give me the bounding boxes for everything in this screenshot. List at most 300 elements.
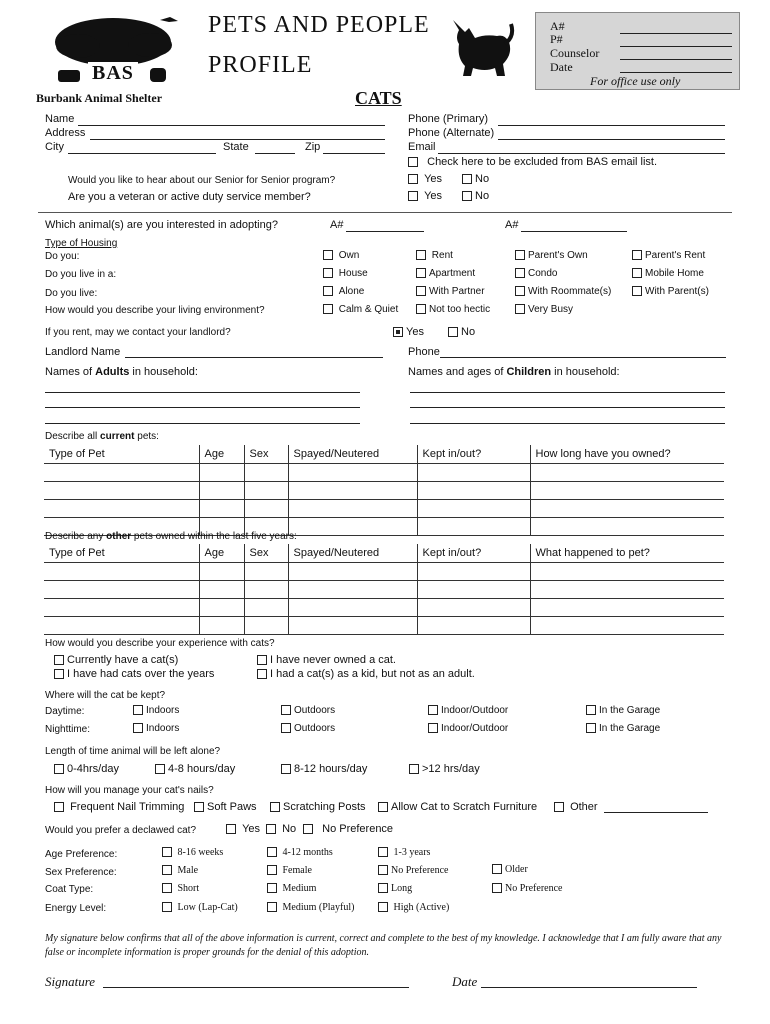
signature-label: Signature: [45, 974, 96, 989]
nails-furniture-label: Allow Cat to Scratch Furniture: [391, 801, 538, 813]
nails-scratching-posts[interactable]: [270, 801, 366, 813]
other-pets-table: [44, 544, 724, 635]
address-label: Address: [45, 127, 86, 139]
housing-alone[interactable]: [323, 286, 364, 297]
children-field-2[interactable]: [410, 407, 725, 408]
signature-statement: My signature below confirms that all of the above information is current, correct and complete to the best of my knowledge. I acknowledge that I am fully aware that any false or incomplete information is proper grounds for the denial of this adoption.: [45, 933, 722, 958]
veteran-no[interactable]: [462, 190, 489, 202]
alone-0-4[interactable]: [54, 763, 119, 775]
page-title-line2: PROFILE: [208, 52, 313, 78]
housing-q-3: How would you describe your living environment?: [45, 305, 265, 316]
table-cell[interactable]: [44, 617, 199, 635]
night-indoors-label: Indoors: [146, 723, 180, 734]
table-cell[interactable]: [417, 599, 530, 617]
night-indoors[interactable]: [133, 723, 179, 734]
housing-alone-label: Alone: [338, 286, 365, 297]
landlord-name-field[interactable]: [125, 357, 383, 358]
night-indoors-checkbox[interactable]: [133, 723, 143, 733]
phone-alternate-field[interactable]: [498, 139, 725, 140]
table-cell[interactable]: [530, 563, 724, 581]
veteran-question: Are you a veteran or active duty service member?: [68, 191, 311, 203]
other-pets-label: [45, 531, 297, 542]
night-outdoors[interactable]: [281, 723, 335, 734]
adoption-question: Which animal(s) are you interested in adopting?: [45, 219, 278, 231]
table-cell[interactable]: [530, 581, 724, 599]
sex-female-label: Female: [282, 865, 312, 876]
veteran-no-checkbox[interactable]: [462, 191, 472, 201]
alone-8-12-label: 8-12 hours/day: [294, 763, 368, 775]
senior-no[interactable]: [462, 173, 489, 185]
env-very-busy[interactable]: [515, 304, 573, 315]
coat-short-label: Short: [177, 883, 200, 894]
landlord-no-checkbox[interactable]: [448, 327, 458, 337]
day-indoor-outdoor[interactable]: [428, 705, 508, 716]
daytime-label: Daytime:: [45, 706, 85, 717]
housing-with-parents[interactable]: [632, 286, 709, 297]
veteran-yes-label: Yes: [424, 190, 443, 202]
office-p-field[interactable]: [620, 46, 732, 47]
address-field[interactable]: [90, 139, 385, 140]
email-label: Email: [408, 141, 436, 153]
senior-yes-checkbox[interactable]: [408, 174, 418, 184]
col-age: Age: [199, 445, 244, 464]
housing-parents-rent[interactable]: [632, 250, 705, 261]
city-field[interactable]: [68, 153, 216, 154]
housing-condo[interactable]: [515, 268, 557, 279]
energy-medium-checkbox[interactable]: [267, 902, 277, 912]
adults-label-post: in household:: [129, 366, 198, 378]
alone-12-plus[interactable]: [409, 763, 480, 775]
col-type-of-pet: Type of Pet: [44, 544, 199, 563]
sex-no-pref-label: No Preference: [391, 865, 449, 876]
subtitle: CATS: [355, 88, 402, 108]
landlord-yes[interactable]: [393, 326, 424, 338]
housing-apartment[interactable]: [416, 268, 475, 279]
housing-title: Type of Housing: [45, 238, 118, 249]
veteran-yes[interactable]: [408, 190, 442, 202]
energy-low-label: Low (Lap-Cat): [177, 902, 238, 913]
office-a-field[interactable]: [620, 33, 732, 34]
table-cell[interactable]: [44, 464, 199, 482]
table-cell[interactable]: [199, 617, 244, 635]
housing-apartment-label: Apartment: [429, 268, 476, 279]
senior-no-checkbox[interactable]: [462, 174, 472, 184]
adoption-a1-field[interactable]: [346, 231, 424, 232]
adoption-a2-field[interactable]: [521, 231, 627, 232]
exp-never-checkbox[interactable]: [257, 655, 267, 665]
table-cell[interactable]: [44, 599, 199, 617]
housing-with-parents-checkbox[interactable]: [632, 286, 642, 296]
exp-as-kid-label: I had a cat(s) as a kid, but not as an adult.: [270, 668, 475, 680]
landlord-name-label: Landlord Name: [45, 346, 121, 358]
declawed-yes-checkbox[interactable]: [226, 824, 236, 834]
senior-question: Would you like to hear about our Senior for Senior program?: [68, 175, 336, 186]
city-label: City: [45, 141, 64, 153]
table-row[interactable]: [44, 482, 724, 500]
env-not-hectic-checkbox[interactable]: [416, 304, 426, 314]
energy-medium[interactable]: [267, 902, 354, 913]
alone-4-8-label: 4-8 hours/day: [168, 763, 236, 775]
col-spayed: Spayed/Neutered: [288, 544, 417, 563]
signature-field[interactable]: [103, 987, 409, 988]
children-label-post: in household:: [551, 366, 620, 378]
table-cell[interactable]: [288, 617, 417, 635]
sex-male-checkbox[interactable]: [162, 865, 172, 875]
table-row[interactable]: [44, 581, 724, 599]
col-sex: Sex: [244, 445, 288, 464]
alone-question: Length of time animal will be left alone?: [45, 746, 221, 757]
veteran-no-label: No: [475, 190, 490, 202]
night-indoor-outdoor-checkbox[interactable]: [428, 723, 438, 733]
current-pets-label-bold: current: [100, 431, 135, 442]
table-cell[interactable]: [288, 500, 417, 518]
current-pets-label-pre: Describe all: [45, 431, 101, 442]
night-indoor-outdoor-label: Indoor/Outdoor: [441, 723, 509, 734]
shelter-name: Burbank Animal Shelter: [36, 91, 163, 105]
table-cell[interactable]: [288, 482, 417, 500]
table-cell[interactable]: [417, 482, 530, 500]
age-older-label: Older: [505, 864, 528, 875]
table-header-row: [44, 544, 724, 563]
coat-medium[interactable]: [267, 883, 316, 894]
table-cell[interactable]: [417, 581, 530, 599]
table-cell[interactable]: [530, 617, 724, 635]
adoption-a1-label: A#: [330, 219, 344, 231]
day-indoors-label: Indoors: [146, 705, 180, 716]
col-kept: Kept in/out?: [417, 445, 530, 464]
day-garage[interactable]: [586, 705, 660, 716]
table-cell[interactable]: [417, 518, 530, 536]
table-row[interactable]: [44, 617, 724, 635]
exp-as-kid-checkbox[interactable]: [257, 669, 267, 679]
col-type-of-pet: Type of Pet: [44, 445, 199, 464]
kept-question: Where will the cat be kept?: [45, 690, 166, 701]
col-spayed: Spayed/Neutered: [288, 445, 417, 464]
table-header-row: [44, 445, 724, 464]
age-8-16[interactable]: [162, 847, 223, 858]
table-cell[interactable]: [530, 482, 724, 500]
coat-no-pref[interactable]: [492, 883, 562, 894]
table-cell[interactable]: [244, 482, 288, 500]
age-1-3-checkbox[interactable]: [378, 847, 388, 857]
exp-currently-checkbox[interactable]: [54, 655, 64, 665]
office-note: For office use only: [590, 74, 681, 88]
alone-12-plus-label: >12 hrs/day: [422, 763, 480, 775]
page-title: PETS AND PEOPLE: [208, 12, 430, 38]
housing-alone-checkbox[interactable]: [323, 286, 333, 296]
landlord-no[interactable]: [448, 326, 475, 338]
children-label-bold: Children: [506, 366, 552, 378]
children-label-pre: Names and ages of: [408, 366, 507, 378]
age-8-16-checkbox[interactable]: [162, 847, 172, 857]
landlord-yes-checkbox[interactable]: [393, 327, 403, 337]
office-counselor-label: Counselor: [550, 46, 600, 60]
housing-mobile-home[interactable]: [632, 268, 704, 279]
exp-never[interactable]: [257, 654, 396, 666]
sex-no-pref[interactable]: [378, 865, 448, 876]
nails-trimming-checkbox[interactable]: [54, 802, 64, 812]
day-indoors[interactable]: [133, 705, 179, 716]
day-indoor-outdoor-label: Indoor/Outdoor: [441, 705, 509, 716]
coat-short[interactable]: [162, 883, 199, 894]
age-older-checkbox[interactable]: [492, 864, 502, 874]
table-cell[interactable]: [199, 500, 244, 518]
alone-0-4-label: 0-4hrs/day: [67, 763, 119, 775]
coat-long-label: Long: [391, 883, 413, 894]
age-4-12-checkbox[interactable]: [267, 847, 277, 857]
table-cell[interactable]: [288, 581, 417, 599]
housing-parents-own[interactable]: [515, 250, 588, 261]
housing-q-2: Do you live:: [45, 288, 98, 299]
night-garage[interactable]: [586, 723, 660, 734]
nails-other[interactable]: [554, 801, 598, 813]
day-indoors-checkbox[interactable]: [133, 705, 143, 715]
table-cell[interactable]: [288, 518, 417, 536]
sex-male-label: Male: [177, 865, 199, 876]
table-cell[interactable]: [244, 500, 288, 518]
table-cell[interactable]: [244, 563, 288, 581]
col-sex: Sex: [244, 544, 288, 563]
coat-short-checkbox[interactable]: [162, 883, 172, 893]
sex-female[interactable]: [267, 865, 312, 876]
housing-own-checkbox[interactable]: [323, 250, 333, 260]
table-cell[interactable]: [44, 563, 199, 581]
cat-icon: [445, 14, 517, 80]
env-calm[interactable]: [323, 304, 398, 315]
other-pets-label-pre: Describe any: [45, 531, 107, 542]
coat-medium-checkbox[interactable]: [267, 883, 277, 893]
table-cell[interactable]: [44, 581, 199, 599]
energy-level-label: Energy Level:: [45, 903, 107, 914]
email-field[interactable]: [438, 153, 725, 154]
exp-currently[interactable]: [54, 654, 178, 666]
table-row[interactable]: [44, 464, 724, 482]
day-indoor-outdoor-checkbox[interactable]: [428, 705, 438, 715]
housing-condo-label: Condo: [528, 268, 558, 279]
housing-q-1: Do you live in a:: [45, 269, 117, 280]
env-not-hectic-label: Not too hectic: [429, 304, 491, 315]
table-cell[interactable]: [417, 464, 530, 482]
date-field[interactable]: [481, 987, 697, 988]
housing-house[interactable]: [323, 268, 368, 279]
housing-with-partner-label: With Partner: [429, 286, 485, 297]
declawed-no[interactable]: [266, 823, 296, 835]
env-calm-label: Calm & Quiet: [338, 304, 399, 315]
table-cell[interactable]: [288, 599, 417, 617]
office-date-field[interactable]: [620, 72, 732, 73]
age-1-3[interactable]: [378, 847, 430, 858]
alone-0-4-checkbox[interactable]: [54, 764, 64, 774]
energy-high[interactable]: [378, 902, 449, 913]
housing-rent[interactable]: [416, 250, 453, 261]
alone-4-8[interactable]: [155, 763, 235, 775]
table-cell[interactable]: [417, 563, 530, 581]
exp-as-kid[interactable]: [257, 668, 475, 680]
email-exclude-option[interactable]: [408, 156, 657, 168]
alone-12-plus-checkbox[interactable]: [409, 764, 419, 774]
env-not-hectic[interactable]: [416, 304, 490, 315]
phone-primary-label: Phone (Primary): [408, 113, 489, 125]
housing-parents-rent-checkbox[interactable]: [632, 250, 642, 260]
table-row[interactable]: [44, 599, 724, 617]
age-8-16-label: 8-16 weeks: [177, 847, 224, 858]
housing-rent-checkbox[interactable]: [416, 250, 426, 260]
housing-with-parents-label: With Parent(s): [645, 286, 709, 297]
table-cell[interactable]: [244, 617, 288, 635]
housing-q-0: Do you:: [45, 251, 80, 262]
table-row[interactable]: [44, 563, 724, 581]
coat-no-pref-label: No Preference: [505, 883, 563, 894]
adults-field-3[interactable]: [45, 423, 360, 424]
night-garage-label: In the Garage: [599, 723, 661, 734]
zip-field[interactable]: [323, 153, 385, 154]
table-cell[interactable]: [244, 464, 288, 482]
table-cell[interactable]: [44, 482, 199, 500]
children-field-1[interactable]: [410, 392, 725, 393]
declawed-no-pref[interactable]: [303, 823, 393, 835]
exp-over-years-checkbox[interactable]: [54, 669, 64, 679]
table-cell[interactable]: [199, 581, 244, 599]
nails-other-checkbox[interactable]: [554, 802, 564, 812]
table-cell[interactable]: [44, 500, 199, 518]
coat-medium-label: Medium: [282, 883, 317, 894]
exp-over-years[interactable]: [54, 668, 214, 680]
table-row[interactable]: [44, 500, 724, 518]
alone-8-12[interactable]: [281, 763, 367, 775]
energy-high-checkbox[interactable]: [378, 902, 388, 912]
table-cell[interactable]: [199, 464, 244, 482]
state-label: State: [223, 141, 249, 153]
children-field-3[interactable]: [410, 423, 725, 424]
table-cell[interactable]: [530, 500, 724, 518]
sex-no-pref-checkbox[interactable]: [378, 865, 388, 875]
sex-female-checkbox[interactable]: [267, 865, 277, 875]
adults-label: [45, 366, 198, 378]
coat-long[interactable]: [378, 883, 412, 894]
veteran-yes-checkbox[interactable]: [408, 191, 418, 201]
senior-yes[interactable]: [408, 173, 442, 185]
adults-field-2[interactable]: [45, 407, 360, 408]
nails-furniture-checkbox[interactable]: [378, 802, 388, 812]
name-field[interactable]: [78, 125, 385, 126]
nails-soft-paws[interactable]: [194, 801, 257, 813]
table-cell[interactable]: [530, 464, 724, 482]
coat-long-checkbox[interactable]: [378, 883, 388, 893]
housing-own[interactable]: [323, 250, 359, 261]
table-cell[interactable]: [288, 464, 417, 482]
env-calm-checkbox[interactable]: [323, 304, 333, 314]
office-counselor-field[interactable]: [620, 59, 732, 60]
adults-field-1[interactable]: [45, 392, 360, 393]
experience-question: How would you describe your experience with cats?: [45, 638, 275, 649]
phone-primary-field[interactable]: [498, 125, 725, 126]
children-label: [408, 366, 620, 378]
table-cell[interactable]: [417, 617, 530, 635]
housing-with-roommates[interactable]: [515, 286, 611, 297]
housing-condo-checkbox[interactable]: [515, 268, 525, 278]
office-use-box: [535, 12, 740, 90]
declawed-question: Would you prefer a declawed cat?: [45, 825, 197, 836]
day-outdoors-label: Outdoors: [294, 705, 336, 716]
housing-with-partner-checkbox[interactable]: [416, 286, 426, 296]
office-date-label: Date: [550, 60, 573, 74]
alone-4-8-checkbox[interactable]: [155, 764, 165, 774]
table-cell[interactable]: [199, 482, 244, 500]
night-indoor-outdoor[interactable]: [428, 723, 508, 734]
table-cell[interactable]: [530, 518, 724, 536]
nails-trimming[interactable]: [54, 801, 184, 813]
night-outdoors-checkbox[interactable]: [281, 723, 291, 733]
nails-soft-paws-checkbox[interactable]: [194, 802, 204, 812]
housing-house-checkbox[interactable]: [323, 268, 333, 278]
age-pref-label: Age Preference:: [45, 849, 118, 860]
day-outdoors[interactable]: [281, 705, 335, 716]
date-label: Date: [452, 974, 478, 989]
declawed-yes[interactable]: [226, 823, 260, 835]
housing-with-partner[interactable]: [416, 286, 485, 297]
coat-no-pref-checkbox[interactable]: [492, 883, 502, 893]
housing-with-roommates-checkbox[interactable]: [515, 286, 525, 296]
landlord-no-label: No: [461, 326, 476, 338]
env-very-busy-label: Very Busy: [528, 304, 574, 315]
table-cell[interactable]: [199, 563, 244, 581]
table-cell[interactable]: [530, 599, 724, 617]
landlord-phone-field[interactable]: [440, 357, 726, 358]
other-pets-label-bold: other: [106, 531, 132, 542]
senior-no-label: No: [475, 173, 490, 185]
night-garage-checkbox[interactable]: [586, 723, 596, 733]
office-a-label: A#: [550, 19, 565, 33]
day-garage-label: In the Garage: [599, 705, 661, 716]
table-cell[interactable]: [288, 563, 417, 581]
table-cell[interactable]: [244, 581, 288, 599]
nails-furniture[interactable]: [378, 801, 537, 813]
housing-parents-own-checkbox[interactable]: [515, 250, 525, 260]
age-4-12[interactable]: [267, 847, 333, 858]
housing-own-label: Own: [338, 250, 360, 261]
adoption-a2-label: A#: [505, 219, 519, 231]
exp-currently-label: Currently have a cat(s): [67, 654, 179, 666]
age-4-12-label: 4-12 months: [282, 847, 333, 858]
energy-low[interactable]: [162, 902, 238, 913]
state-field[interactable]: [255, 153, 295, 154]
nails-soft-paws-label: Soft Paws: [207, 801, 257, 813]
declawed-no-checkbox[interactable]: [266, 824, 276, 834]
day-garage-checkbox[interactable]: [586, 705, 596, 715]
energy-low-checkbox[interactable]: [162, 902, 172, 912]
day-outdoors-checkbox[interactable]: [281, 705, 291, 715]
table-cell[interactable]: [244, 599, 288, 617]
env-very-busy-checkbox[interactable]: [515, 304, 525, 314]
table-cell[interactable]: [417, 500, 530, 518]
exp-over-years-label: I have had cats over the years: [67, 668, 215, 680]
energy-medium-label: Medium (Playful): [282, 902, 355, 913]
declawed-no-pref-checkbox[interactable]: [303, 824, 313, 834]
current-pets-label-post: pets:: [134, 431, 159, 442]
col-how-long: How long have you owned?: [530, 445, 724, 464]
nails-scratching-posts-checkbox[interactable]: [270, 802, 280, 812]
housing-apartment-checkbox[interactable]: [416, 268, 426, 278]
alone-8-12-checkbox[interactable]: [281, 764, 291, 774]
email-exclude-checkbox[interactable]: [408, 157, 418, 167]
sex-male[interactable]: [162, 865, 198, 876]
energy-high-label: High (Active): [393, 902, 450, 913]
table-cell[interactable]: [199, 599, 244, 617]
age-older[interactable]: [492, 864, 528, 875]
adults-label-pre: Names of: [45, 366, 96, 378]
nails-other-field[interactable]: [604, 812, 708, 813]
housing-mobile-home-checkbox[interactable]: [632, 268, 642, 278]
